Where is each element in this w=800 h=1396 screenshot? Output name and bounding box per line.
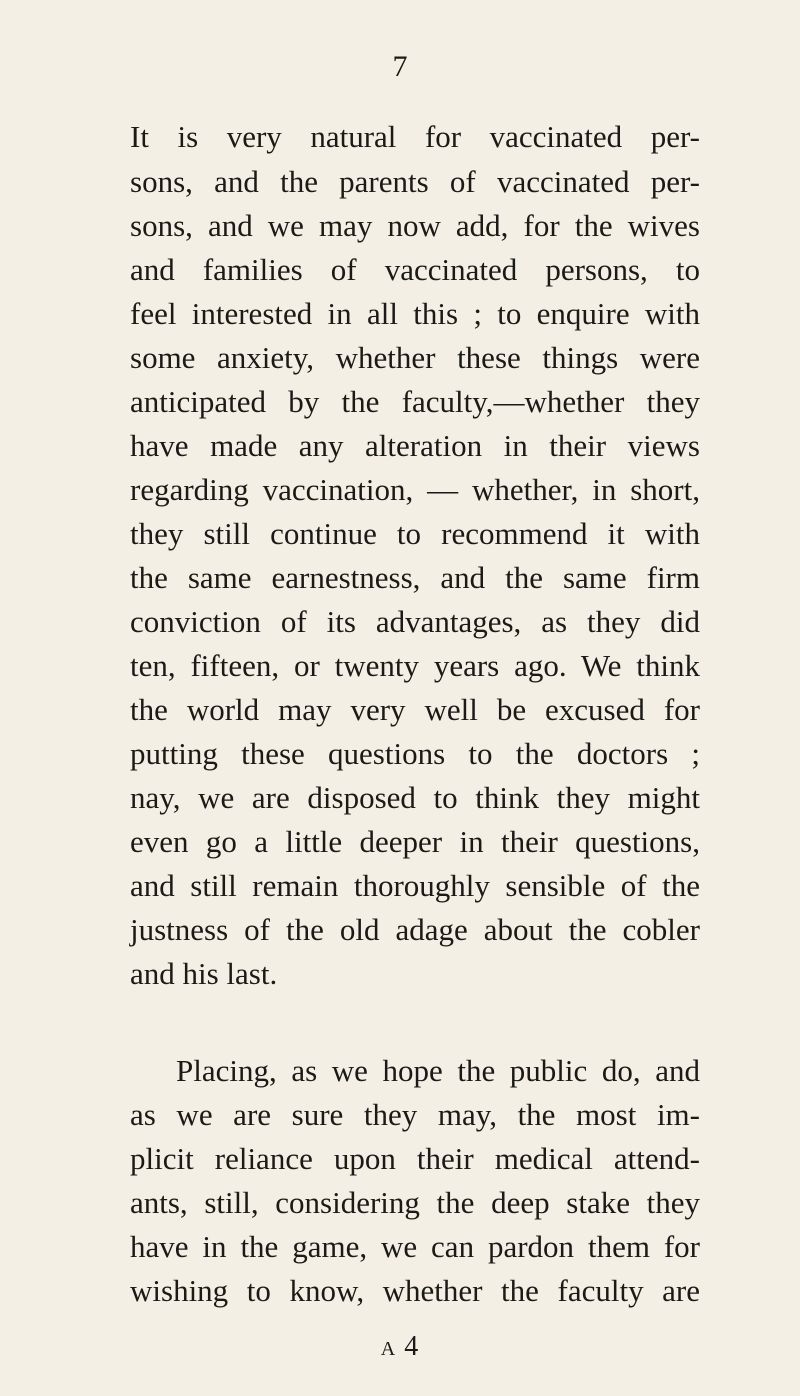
signature-number: 4 [404,1331,420,1362]
text-line: ants, still, considering the deep stake they [130,1185,700,1220]
text-line: putting these questions to the doctors ; [130,736,700,771]
text-line: anticipated by the faculty,—whether they [130,384,700,419]
text-line: regarding vaccination, — whether, in short, [130,472,700,507]
text-line: Placing, as we hope the public do, and [176,1053,700,1088]
text-line: feel interested in all this ; to enquire with [130,296,700,331]
text-line: even go a little deeper in their questions, [130,824,700,859]
text-line: have made any alteration in their views [130,428,700,463]
text-line: as we are sure they may, the most im- [130,1097,700,1132]
text-line: they still continue to recommend it with [130,516,700,551]
text-line: and families of vaccinated persons, to [130,252,700,287]
text-line: sons, and we may now add, for the wives [130,208,700,243]
text-line: ten, fifteen, or twenty years ago. We think [130,648,700,683]
page-number: 7 [392,50,408,83]
text-line: have in the game, we can pardon them for [130,1229,700,1264]
text-line: justness of the old adage about the cobler [130,912,700,947]
text-line: some anxiety, whether these things were [130,340,700,375]
text-line: It is very natural for vaccinated per- [130,119,700,154]
text-line: and still remain thoroughly sensible of the [130,868,700,903]
text-line: conviction of its advantages, as they did [130,604,700,639]
text-line: the world may very well be excused for [130,692,700,727]
text-line: and his last. [130,956,278,991]
signature-mark [0,1330,800,1366]
text-line: the same earnestness, and the same firm [130,560,700,595]
signature-letter: A [380,1338,397,1360]
text-line: nay, we are disposed to think they might [130,780,700,815]
text-line: wishing to know, whether the faculty are [130,1273,700,1308]
text-line: sons, and the parents of vaccinated per- [130,164,700,199]
text-line: plicit reliance upon their medical attend- [130,1141,700,1176]
